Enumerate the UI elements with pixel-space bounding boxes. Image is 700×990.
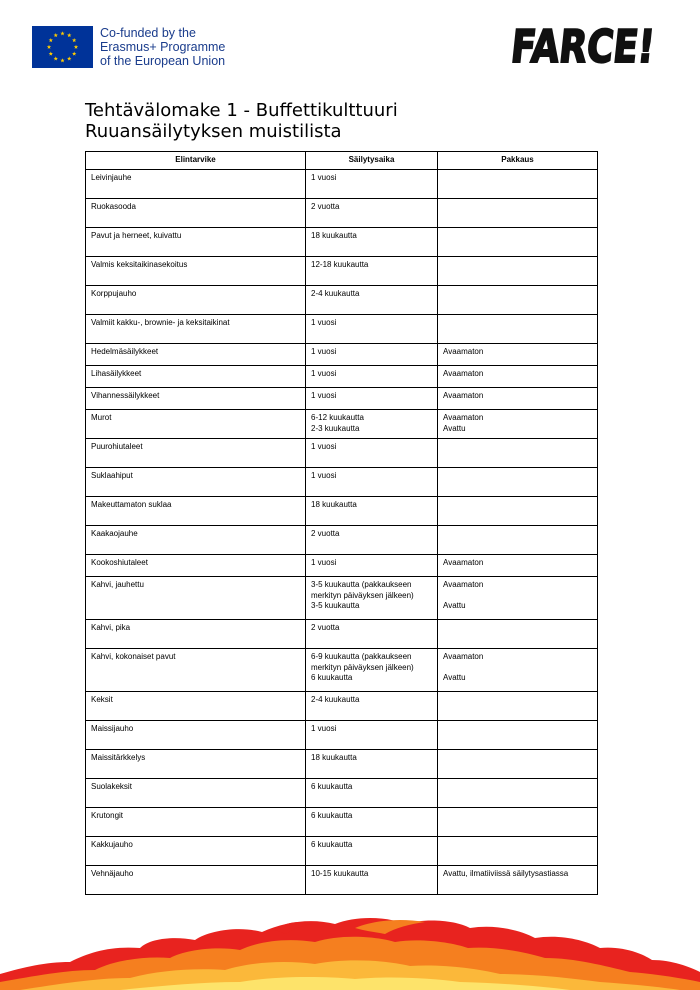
food-storage-table bbox=[85, 151, 598, 895]
cell-text: Avattu, ilmatiiviissä säilytysastiassa bbox=[443, 869, 569, 878]
cell-text: 2-3 kuukautta bbox=[311, 423, 360, 433]
cell-text: Suolakeksit bbox=[91, 782, 132, 791]
eu-flag-icon bbox=[32, 26, 93, 68]
table-row bbox=[86, 468, 598, 497]
packaging-cell bbox=[438, 721, 598, 750]
cell-text: 6 kuukautta bbox=[311, 811, 353, 820]
storage-time-cell bbox=[306, 315, 438, 344]
packaging-cell bbox=[438, 649, 598, 692]
table-row bbox=[86, 228, 598, 257]
cell-text: Kahvi, kokonaiset pavut bbox=[91, 652, 176, 661]
header-storage-time: Säilytysaika bbox=[306, 152, 438, 170]
table-row bbox=[86, 439, 598, 468]
packaging-cell bbox=[438, 750, 598, 779]
storage-time-cell bbox=[306, 439, 438, 468]
packaging-cell bbox=[438, 315, 598, 344]
table-row bbox=[86, 286, 598, 315]
cell-text: Kookoshiutaleet bbox=[91, 558, 148, 567]
food-cell bbox=[86, 344, 306, 366]
packaging-cell bbox=[438, 468, 598, 497]
table-row bbox=[86, 620, 598, 649]
cell-text: 1 vuosi bbox=[311, 347, 337, 356]
storage-time-cell bbox=[306, 692, 438, 721]
food-cell bbox=[86, 837, 306, 866]
food-cell bbox=[86, 257, 306, 286]
cell-text: 6 kuukautta bbox=[311, 673, 353, 682]
cell-text: Lihasäilykkeet bbox=[91, 369, 142, 378]
eu-logo-line-3: of the European Union bbox=[100, 54, 226, 68]
cell-text: 2-4 kuukautta bbox=[311, 289, 360, 298]
table-row bbox=[86, 366, 598, 388]
cell-text: Kahvi, pika bbox=[91, 623, 131, 632]
cell-text: Avaamaton bbox=[443, 580, 484, 589]
table-row bbox=[86, 526, 598, 555]
food-cell bbox=[86, 439, 306, 468]
eu-star-icon bbox=[60, 58, 64, 62]
cell-text: Avattu bbox=[443, 601, 466, 610]
cell-text: Avaamaton bbox=[443, 347, 484, 356]
cell-text: Murot bbox=[91, 413, 112, 422]
cell-text: 2 vuotta bbox=[311, 623, 340, 632]
cell-text: 1 vuosi bbox=[311, 471, 337, 480]
cell-text: 1 vuosi bbox=[311, 442, 337, 451]
cell-text: 2 vuotta bbox=[311, 529, 340, 538]
cell-text: Avaamaton bbox=[443, 558, 484, 567]
food-cell bbox=[86, 366, 306, 388]
packaging-cell bbox=[438, 555, 598, 577]
packaging-cell bbox=[438, 410, 598, 439]
packaging-cell bbox=[438, 497, 598, 526]
packaging-cell bbox=[438, 228, 598, 257]
cell-text: 2-4 kuukautta bbox=[311, 695, 360, 704]
table-row bbox=[86, 257, 598, 286]
storage-time-cell bbox=[306, 170, 438, 199]
title-line-2: Ruuansäilytyksen muistilista bbox=[85, 121, 342, 142]
cell-text: Avaamaton bbox=[443, 369, 484, 378]
cell-text: 3-5 kuukautta (pakkaukseen bbox=[311, 580, 412, 589]
title-line-1: Tehtävälomake 1 - Buffettikulttuuri bbox=[85, 100, 398, 121]
food-cell bbox=[86, 721, 306, 750]
cell-text: Ruokasooda bbox=[91, 202, 136, 211]
eu-star-icon bbox=[47, 45, 51, 49]
storage-time-cell bbox=[306, 497, 438, 526]
farce-logo-text: FARCE! bbox=[508, 20, 694, 73]
cell-text: Hedelmäsäilykkeet bbox=[91, 347, 159, 356]
storage-time-cell bbox=[306, 526, 438, 555]
table-row bbox=[86, 170, 598, 199]
cell-text: 10-15 kuukautta bbox=[311, 869, 369, 878]
eu-logo-line-2: Erasmus+ Programme bbox=[100, 40, 226, 54]
packaging-cell bbox=[438, 779, 598, 808]
table-row bbox=[86, 315, 598, 344]
table-row bbox=[86, 779, 598, 808]
food-cell bbox=[86, 388, 306, 410]
cell-text: 18 kuukautta bbox=[311, 753, 357, 762]
table-header-row bbox=[86, 152, 598, 170]
packaging-cell bbox=[438, 808, 598, 837]
storage-time-cell bbox=[306, 779, 438, 808]
cell-text: Valmiit kakku-, brownie- ja keksitaikinat bbox=[91, 318, 230, 327]
food-cell bbox=[86, 228, 306, 257]
packaging-cell bbox=[438, 199, 598, 228]
cell-text: 1 vuosi bbox=[311, 318, 337, 327]
cell-text: Leivinjauhe bbox=[91, 173, 132, 182]
cell-text: merkityn päiväyksen jälkeen) bbox=[311, 662, 414, 672]
cell-text: 6-12 kuukautta bbox=[311, 413, 364, 422]
food-cell bbox=[86, 750, 306, 779]
cell-text: Avaamaton bbox=[443, 652, 484, 661]
packaging-cell bbox=[438, 286, 598, 315]
cell-text: Avaamaton bbox=[443, 413, 484, 422]
eu-star-icon bbox=[49, 38, 53, 42]
storage-time-cell bbox=[306, 721, 438, 750]
food-cell bbox=[86, 315, 306, 344]
packaging-cell bbox=[438, 344, 598, 366]
storage-time-cell bbox=[306, 388, 438, 410]
packaging-cell bbox=[438, 170, 598, 199]
table-row bbox=[86, 721, 598, 750]
storage-time-cell bbox=[306, 468, 438, 497]
packaging-cell bbox=[438, 388, 598, 410]
table-row bbox=[86, 692, 598, 721]
food-cell bbox=[86, 286, 306, 315]
eu-star-icon bbox=[49, 51, 53, 55]
table-row bbox=[86, 388, 598, 410]
food-cell bbox=[86, 649, 306, 692]
table-row bbox=[86, 344, 598, 366]
header-packaging: Pakkaus bbox=[438, 152, 598, 170]
cell-text: Avaamaton bbox=[443, 391, 484, 400]
storage-time-cell bbox=[306, 837, 438, 866]
storage-time-cell bbox=[306, 750, 438, 779]
storage-time-cell bbox=[306, 199, 438, 228]
food-cell bbox=[86, 170, 306, 199]
table-row bbox=[86, 410, 598, 439]
cell-text: Kakkujauho bbox=[91, 840, 133, 849]
eu-star-icon bbox=[74, 45, 78, 49]
page-title bbox=[85, 100, 398, 142]
packaging-cell bbox=[438, 526, 598, 555]
storage-time-cell bbox=[306, 410, 438, 439]
storage-time-cell bbox=[306, 577, 438, 620]
packaging-cell bbox=[438, 692, 598, 721]
storage-time-cell bbox=[306, 344, 438, 366]
cell-text: Kaakaojauhe bbox=[91, 529, 138, 538]
cell-text: Valmis keksitaikinasekoitus bbox=[91, 260, 188, 269]
eu-star-icon bbox=[54, 56, 58, 60]
eu-erasmus-logo bbox=[32, 26, 225, 68]
cell-text: Pavut ja herneet, kuivattu bbox=[91, 231, 182, 240]
eu-logo-line-1: Co-funded by the bbox=[100, 26, 196, 40]
cell-text: 12-18 kuukautta bbox=[311, 260, 369, 269]
table-row bbox=[86, 577, 598, 620]
table-row bbox=[86, 555, 598, 577]
storage-time-cell bbox=[306, 228, 438, 257]
cell-text: 6-9 kuukautta (pakkaukseen bbox=[311, 652, 412, 661]
food-cell bbox=[86, 526, 306, 555]
cell-text: 1 vuosi bbox=[311, 724, 337, 733]
food-cell bbox=[86, 410, 306, 439]
cell-text: Kahvi, jauhettu bbox=[91, 580, 144, 589]
cell-text: Maissijauho bbox=[91, 724, 134, 733]
table-row bbox=[86, 649, 598, 692]
cell-text: Maissitärkkelys bbox=[91, 753, 146, 762]
eu-star-icon bbox=[67, 33, 71, 37]
cell-spacer bbox=[443, 591, 592, 602]
food-cell bbox=[86, 620, 306, 649]
food-cell bbox=[86, 866, 306, 895]
packaging-cell bbox=[438, 439, 598, 468]
food-cell bbox=[86, 808, 306, 837]
food-cell bbox=[86, 692, 306, 721]
storage-time-cell bbox=[306, 808, 438, 837]
cell-text: Avattu bbox=[443, 423, 466, 433]
cell-text: 3-5 kuukautta bbox=[311, 601, 360, 610]
cell-text: 1 vuosi bbox=[311, 173, 337, 182]
cell-text: merkityn päiväyksen jälkeen) bbox=[311, 590, 414, 600]
table-row bbox=[86, 199, 598, 228]
cell-text: Suklaahiput bbox=[91, 471, 133, 480]
storage-time-cell bbox=[306, 620, 438, 649]
eu-star-icon bbox=[72, 38, 76, 42]
food-cell bbox=[86, 555, 306, 577]
eu-star-icon bbox=[72, 51, 76, 55]
cell-spacer bbox=[443, 663, 592, 674]
cell-text: 1 vuosi bbox=[311, 391, 337, 400]
packaging-cell bbox=[438, 577, 598, 620]
packaging-cell bbox=[438, 257, 598, 286]
food-cell bbox=[86, 577, 306, 620]
cell-text: Keksit bbox=[91, 695, 113, 704]
cell-text: Vehnäjauho bbox=[91, 869, 134, 878]
food-cell bbox=[86, 497, 306, 526]
table-row bbox=[86, 866, 598, 895]
storage-time-cell bbox=[306, 866, 438, 895]
food-cell bbox=[86, 779, 306, 808]
packaging-cell bbox=[438, 866, 598, 895]
storage-time-cell bbox=[306, 366, 438, 388]
cell-text: 6 kuukautta bbox=[311, 840, 353, 849]
food-cell bbox=[86, 199, 306, 228]
food-cell bbox=[86, 468, 306, 497]
storage-time-cell bbox=[306, 257, 438, 286]
table-row bbox=[86, 837, 598, 866]
header-food: Elintarvike bbox=[86, 152, 306, 170]
cell-text: 18 kuukautta bbox=[311, 500, 357, 509]
storage-time-cell bbox=[306, 286, 438, 315]
cell-text: 18 kuukautta bbox=[311, 231, 357, 240]
storage-time-cell bbox=[306, 555, 438, 577]
cell-text: Vihannessäilykkeet bbox=[91, 391, 160, 400]
cell-text: Puurohiutaleet bbox=[91, 442, 143, 451]
eu-star-icon bbox=[60, 31, 64, 35]
cell-text: 1 vuosi bbox=[311, 369, 337, 378]
eu-star-icon bbox=[67, 56, 71, 60]
cell-text: Makeuttamaton suklaa bbox=[91, 500, 172, 509]
table-row bbox=[86, 750, 598, 779]
table-row bbox=[86, 497, 598, 526]
eu-logo-text bbox=[100, 26, 225, 68]
packaging-cell bbox=[438, 837, 598, 866]
cell-text: Avattu bbox=[443, 673, 466, 682]
cell-text: 2 vuotta bbox=[311, 202, 340, 211]
cell-text: Krutongit bbox=[91, 811, 124, 820]
cell-text: Korppujauho bbox=[91, 289, 137, 298]
packaging-cell bbox=[438, 620, 598, 649]
eu-star-icon bbox=[54, 33, 58, 37]
fire-decoration bbox=[0, 912, 700, 990]
packaging-cell bbox=[438, 366, 598, 388]
farce-logo bbox=[508, 12, 694, 74]
cell-text: 1 vuosi bbox=[311, 558, 337, 567]
cell-text: 6 kuukautta bbox=[311, 782, 353, 791]
storage-time-cell bbox=[306, 649, 438, 692]
table-row bbox=[86, 808, 598, 837]
